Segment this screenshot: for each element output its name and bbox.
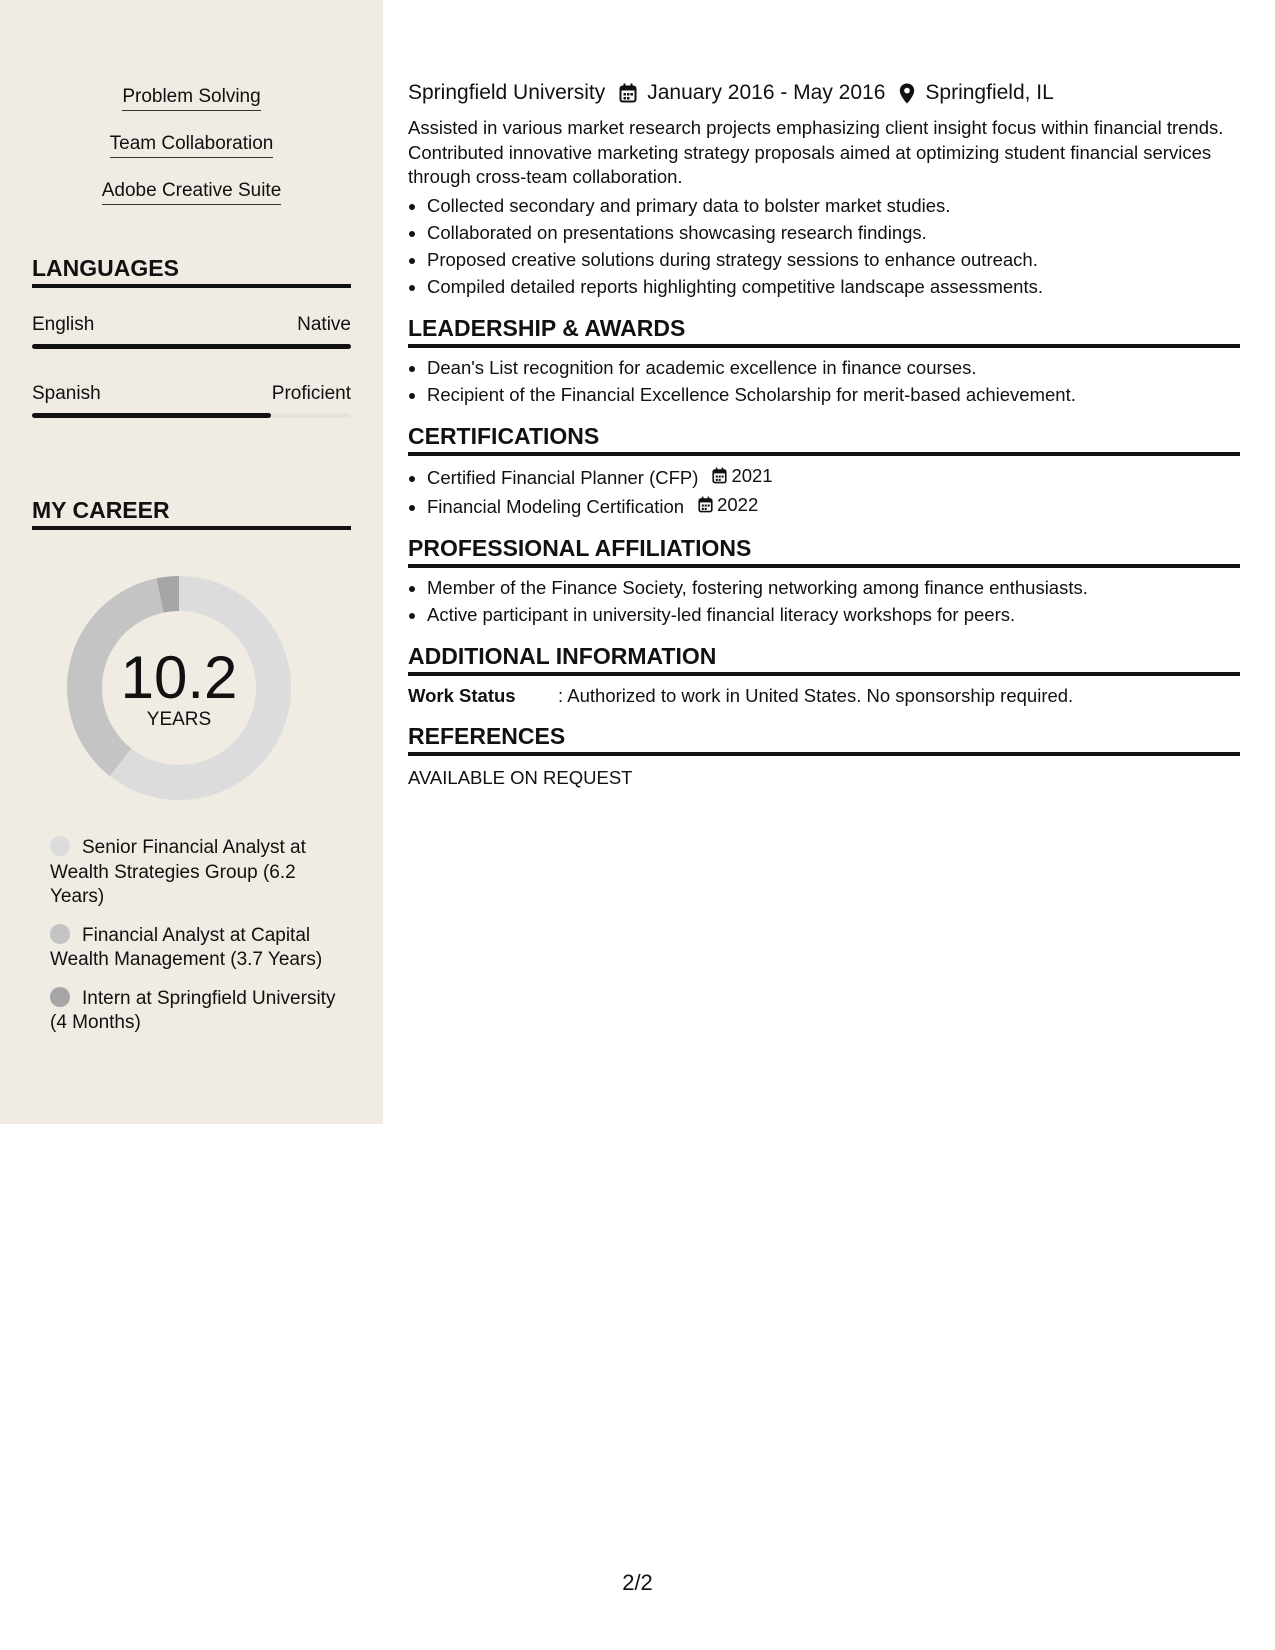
language-name: English [32,314,95,335]
job-dates: January 2016 - May 2016 [647,81,886,104]
job-header [408,80,1240,106]
career-heading: MY CAREER [32,496,351,530]
leadership-list [408,354,1240,408]
list-item: • Compiled detailed reports highlighting competitive landscape assessments. [427,273,1240,300]
career-legend-label: Financial Analyst at Capital Wealth Management (3.7 Years) [50,924,323,970]
list-item: • Recipient of the Financial Excellence Scholarship for merit-based achievement. [427,381,1240,408]
certifications-list [408,462,1240,520]
legend-dot-icon [50,987,70,1007]
career-legend [50,836,340,1050]
sidebar [0,0,383,1124]
skill-item: Adobe Creative Suite [102,180,282,205]
calendar-icon [712,467,727,484]
job-employer: Springfield University [408,81,606,104]
leadership-heading: LEADERSHIP & AWARDS [408,314,1240,348]
calendar-icon [619,83,637,103]
skill-item: Team Collaboration [110,133,274,158]
certification-year: 2021 [731,464,773,486]
job-location: Springfield, IL [925,81,1054,104]
skill-item: Problem Solving [122,86,260,111]
affiliations-heading: PROFESSIONAL AFFILIATIONS [408,534,1240,568]
languages-heading: LANGUAGES [32,254,351,288]
work-status-row [408,684,1240,708]
certification-name: Financial Modeling Certification [427,495,685,517]
career-legend-item [50,924,340,973]
calendar-icon [698,496,713,513]
language-name: Spanish [32,383,101,404]
list-item: • Collaborated on presentations showcasing research findings. [427,219,1240,246]
page-number: 2/2 [622,1570,653,1595]
work-status-value: : Authorized to work in United States. No sponsorship required. [558,684,1074,706]
career-legend-label: Senior Financial Analyst at Wealth Strategies Group (6.2 Years) [50,837,306,907]
career-total-unit: YEARS [146,709,212,730]
language-bar-fill [32,344,351,349]
work-status-label: Work Status [408,684,516,706]
list-item: • Proposed creative solutions during strategy sessions to enhance outreach. [427,246,1240,273]
main-content [408,80,1240,790]
language-english [32,314,351,349]
list-item [427,491,1240,520]
skills-list [0,86,383,227]
career-legend-item [50,836,340,910]
language-level: Native [297,314,351,335]
list-item: • Member of the Finance Society, fostering networking among finance enthusiasts. [427,574,1240,601]
location-pin-icon [899,83,915,104]
list-item: • Active participant in university-led financial literacy workshops for peers. [427,601,1240,628]
career-legend-label: Intern at Springfield University (4 Months) [50,987,336,1033]
language-bar-fill [32,413,271,418]
language-level: Proficient [271,383,351,404]
certifications-heading: CERTIFICATIONS [408,422,1240,456]
list-item: • Dean's List recognition for academic excellence in finance courses. [427,354,1240,381]
career-legend-item [50,987,340,1036]
certification-name: Certified Financial Planner (CFP) [427,466,699,488]
job-description: Assisted in various market research projects emphasizing client insight focus within financial trends. Contributed innovative marketing strategy proposals aimed at optimizing student financial services through cross-team collaboration. [408,117,1224,187]
references-heading: REFERENCES [408,722,1240,756]
legend-dot-icon [50,924,70,944]
references-text: AVAILABLE ON REQUEST [408,766,633,788]
language-spanish [32,383,351,418]
legend-dot-icon [50,836,70,856]
list-item [427,462,1240,491]
job-bullet-list [408,192,1240,300]
language-bar [32,413,351,418]
certification-year: 2022 [717,493,759,515]
career-donut-chart [66,575,292,801]
language-bar [32,344,351,349]
list-item: • Collected secondary and primary data to bolster market studies. [427,192,1240,219]
additional-info-heading: ADDITIONAL INFORMATION [408,642,1240,676]
affiliations-list [408,574,1240,628]
career-total-value: 10.2 [120,644,238,711]
